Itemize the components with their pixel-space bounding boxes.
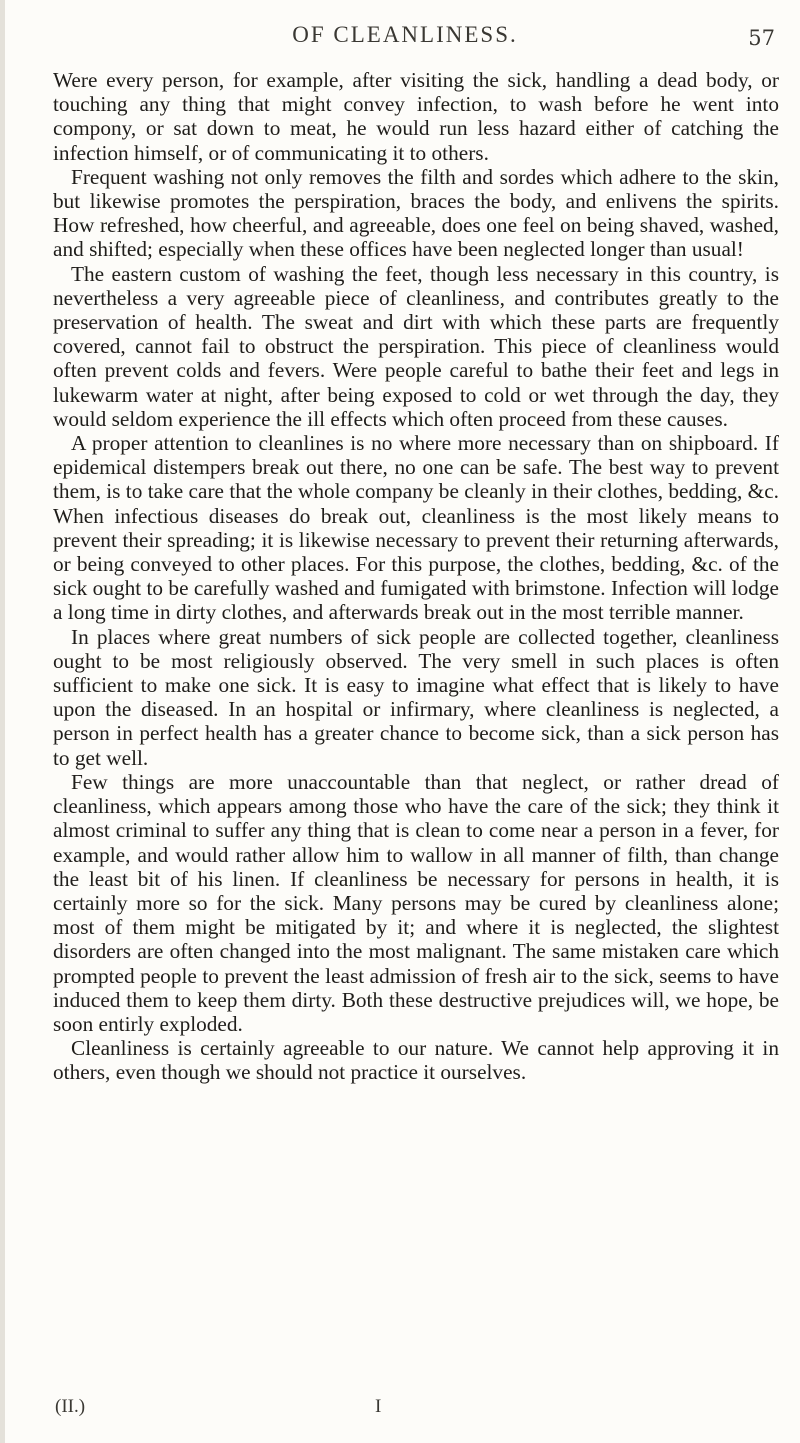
body-text	[53, 68, 779, 1085]
running-title: OF CLEANLINESS.	[292, 22, 518, 47]
page-number: 57	[748, 26, 775, 50]
paragraph: In places where great numbers of sick people are collected together, cleanliness ought to be most religiously observed. The very smell in such places is often sufficient to make one sick. It is easy to imagine what effect that is likely to have upon the diseased. In an hospital or infirmary, where cleanliness is neglected, a person in perfect health has a greater chance to become sick, than a sick person has to get well.	[53, 624, 779, 770]
paragraph: A proper attention to cleanlines is no where more necessary than on shipboard. If epidemical distempers break out there, no one can be safe. The best way to prevent them, is to take care that the whole company be cleanly in their clothes, bedding, &c. When infectious diseases do break out, cleanliness is the most likely means to prevent their spreading; it is likewise necessary to prevent their returning afterwards, or being conveyed to other places. For this purpose, the clothes, bedding, &c. of the sick ought to be carefully washed and fumigated with brimstone. Infection will lodge a long time in dirty clothes, and afterwards break out in the most terrible manner.	[53, 431, 779, 625]
signature-letter: I	[375, 1396, 382, 1417]
paragraph: Frequent washing not only removes the filth and sordes which adhere to the skin, but likewise promotes the perspiration, braces the body, and enlivens the spirits. How refreshed, how cheerful, and agreeable, does one feel on being shaved, washed, and shifted; especially when these offices have been neglected longer than usual!	[53, 164, 779, 262]
running-header	[5, 14, 800, 54]
paragraph: Cleanliness is certainly agreeable to our nature. We cannot help approving it in others, even though we should not practice it ourselves.	[53, 1036, 779, 1085]
signature-mark: (II.)	[55, 1396, 86, 1417]
paragraph: The eastern custom of washing the feet, though less necessary in this country, is nevertheless a very agreeable piece of cleanliness, and contributes greatly to the preservation of health. The sweat and dirt with which these parts are frequently covered, cannot fail to obstruct the perspiration. This piece of cleanliness would often prevent colds and fevers. Were people careful to bathe their feet and legs in lukewarm water at night, after being exposed to cold or wet through the day, they would seldom experience the ill effects which often proceed from these causes.	[53, 261, 779, 431]
paragraph: Few things are more unaccountable than that neglect, or rather dread of cleanliness, which appears among those who have the care of the sick; they think it almost criminal to suffer any thing that is clean to come near a person in a fever, for example, and would rather allow him to wallow in all manner of filth, than change the least bit of his linen. If cleanliness be necessary for persons in health, it is certainly more so for the sick. Many persons may be cured by cleanliness alone; most of them might be mitigated by it; and where it is neglected, the slightest disorders are often changed into the most malignant. The same mistaken care which prompted people to prevent the least admission of fresh air to the sick, seems to have induced them to keep them dirty. Both these destructive prejudices will, we hope, be soon entirly exploded.	[53, 769, 779, 1036]
paragraph: Were every person, for example, after visiting the sick, handling a dead body, or touching any thing that might convey infection, to wash before he went into compony, or sat down to meat, he would run less hazard either of catching the infection himself, or of communicating it to others.	[53, 68, 779, 165]
